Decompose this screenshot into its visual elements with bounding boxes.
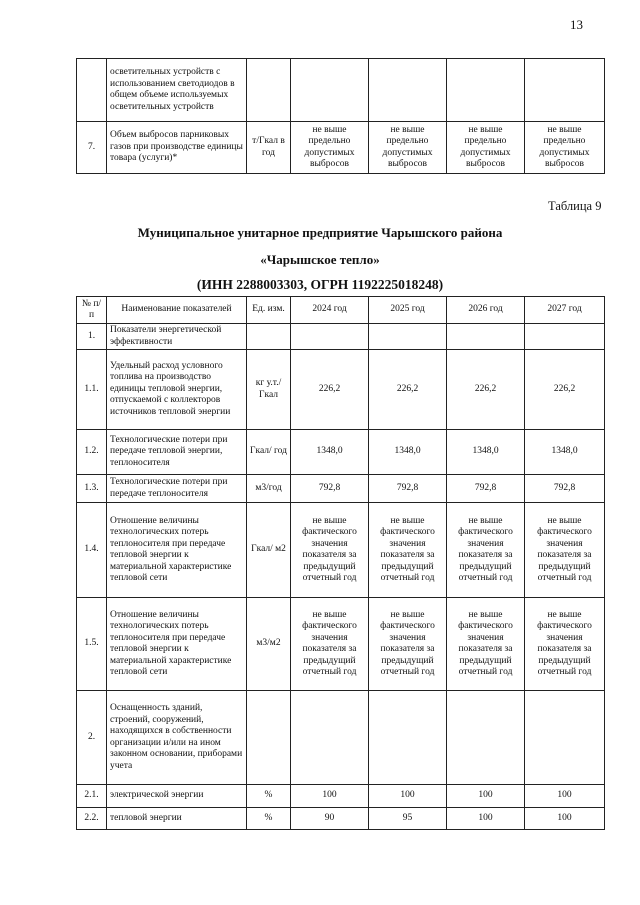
org-heading-line1: Муниципальное унитарное предприятие Чарышского района xyxy=(137,225,503,240)
row-name: Удельный расход условного топлива на производство единицы тепловой энергии, отпускаемой с коллекторов источников тепловой энергии xyxy=(107,350,247,430)
table-row xyxy=(77,475,605,503)
row-2027: 226,2 xyxy=(525,350,605,430)
table-continuation xyxy=(76,58,605,174)
table-header-row xyxy=(77,297,605,324)
row-2024 xyxy=(291,691,369,785)
row-num: 1.4. xyxy=(77,503,107,598)
row-num: 1.3. xyxy=(77,475,107,503)
header-num: № п/п xyxy=(77,297,107,324)
row-num: 1. xyxy=(77,324,107,350)
row-2025: 95 xyxy=(369,808,447,830)
row-2024: 90 xyxy=(291,808,369,830)
row-2024 xyxy=(291,59,369,122)
header-unit: Ед. изм. xyxy=(247,297,291,324)
row-2025: не выше фактического значения показателя за предыдущий отчетный год xyxy=(369,598,447,691)
row-2026: не выше фактического значения показателя за предыдущий отчетный год xyxy=(447,503,525,598)
row-name: осветительных устройств с использованием светодиодов в общем объеме используемых осветительных устройств xyxy=(107,59,247,122)
row-name: Отношение величины технологических потерь теплоносителя при передаче тепловой энергии к материальной характеристике тепловой сети xyxy=(107,598,247,691)
org-heading-line3: (ИНН 2288003303, ОГРН 1192225018248) xyxy=(196,277,444,292)
row-2024 xyxy=(291,324,369,350)
row-2027: 792,8 xyxy=(525,475,605,503)
table-row xyxy=(77,430,605,475)
row-2026: 792,8 xyxy=(447,475,525,503)
row-2026: 226,2 xyxy=(447,350,525,430)
row-unit: % xyxy=(247,808,291,830)
row-2025: не выше предельно допустимых выбросов xyxy=(369,122,447,174)
row-2027 xyxy=(525,324,605,350)
row-num: 2.2. xyxy=(77,808,107,830)
row-num: 2.1. xyxy=(77,785,107,808)
page-number: 13 xyxy=(570,17,583,32)
table-caption: Таблица 9 xyxy=(548,199,602,213)
row-2024: не выше предельно допустимых выбросов xyxy=(291,122,369,174)
row-num: 2. xyxy=(77,691,107,785)
row-2027 xyxy=(525,59,605,122)
row-unit xyxy=(247,59,291,122)
table-row xyxy=(77,350,605,430)
row-unit: м3/м2 xyxy=(247,598,291,691)
row-2027: 1348,0 xyxy=(525,430,605,475)
header-2027: 2027 год xyxy=(525,297,605,324)
row-name: Объем выбросов парниковых газов при производстве единицы товара (услуги)* xyxy=(107,122,247,174)
table-row xyxy=(77,691,605,785)
row-name: электрической энергии xyxy=(107,785,247,808)
header-2025: 2025 год xyxy=(369,297,447,324)
row-2024: 100 xyxy=(291,785,369,808)
row-2026 xyxy=(447,59,525,122)
row-unit: Гкал/ м2 xyxy=(247,503,291,598)
row-2025: 1348,0 xyxy=(369,430,447,475)
row-2026: 100 xyxy=(447,808,525,830)
table-row xyxy=(77,785,605,808)
row-2025 xyxy=(369,691,447,785)
header-2024: 2024 год xyxy=(291,297,369,324)
row-unit: Гкал/ год xyxy=(247,430,291,475)
org-heading-line2: «Чарышское тепло» xyxy=(260,252,380,267)
row-name: Технологические потери при передаче тепловой энергии, теплоносителя xyxy=(107,430,247,475)
row-2024: не выше фактического значения показателя за предыдущий отчетный год xyxy=(291,503,369,598)
row-2025: 226,2 xyxy=(369,350,447,430)
table-row xyxy=(77,122,605,174)
row-2027: 100 xyxy=(525,785,605,808)
row-2024: 226,2 xyxy=(291,350,369,430)
row-unit: т/Гкал в год xyxy=(247,122,291,174)
row-name: тепловой энергии xyxy=(107,808,247,830)
row-2026: не выше фактического значения показателя за предыдущий отчетный год xyxy=(447,598,525,691)
row-unit xyxy=(247,691,291,785)
row-num: 1.5. xyxy=(77,598,107,691)
header-name: Наименование показателей xyxy=(107,297,247,324)
row-2024: 792,8 xyxy=(291,475,369,503)
row-unit xyxy=(247,324,291,350)
row-name: Оснащенность зданий, строений, сооружений, находящихся в собственности организации и/или на ином законном основании, приборами учета xyxy=(107,691,247,785)
row-2027: не выше предельно допустимых выбросов xyxy=(525,122,605,174)
row-2026: 100 xyxy=(447,785,525,808)
row-num: 1.2. xyxy=(77,430,107,475)
row-2025 xyxy=(369,59,447,122)
row-2025: 792,8 xyxy=(369,475,447,503)
row-2025 xyxy=(369,324,447,350)
row-num: 1.1. xyxy=(77,350,107,430)
row-num: 7. xyxy=(77,122,107,174)
row-2024: не выше фактического значения показателя за предыдущий отчетный год xyxy=(291,598,369,691)
row-2025: не выше фактического значения показателя за предыдущий отчетный год xyxy=(369,503,447,598)
row-name: Показатели энергетической эффективности xyxy=(107,324,247,350)
table-row xyxy=(77,324,605,350)
header-2026: 2026 год xyxy=(447,297,525,324)
row-2027 xyxy=(525,691,605,785)
row-2024: 1348,0 xyxy=(291,430,369,475)
table-row xyxy=(77,808,605,830)
row-2025: 100 xyxy=(369,785,447,808)
row-2026: не выше предельно допустимых выбросов xyxy=(447,122,525,174)
row-unit: % xyxy=(247,785,291,808)
indicators-table xyxy=(76,296,605,830)
table-row xyxy=(77,59,605,122)
row-unit: м3/год xyxy=(247,475,291,503)
table-row xyxy=(77,598,605,691)
row-name: Отношение величины технологических потерь теплоносителя при передаче тепловой энергии к материальной характеристике тепловой сети xyxy=(107,503,247,598)
row-name: Технологические потери при передаче теплоносителя xyxy=(107,475,247,503)
table-row xyxy=(77,503,605,598)
row-2027: не выше фактического значения показателя за предыдущий отчетный год xyxy=(525,503,605,598)
row-2027: не выше фактического значения показателя за предыдущий отчетный год xyxy=(525,598,605,691)
row-2026: 1348,0 xyxy=(447,430,525,475)
row-2026 xyxy=(447,691,525,785)
row-2027: 100 xyxy=(525,808,605,830)
row-num xyxy=(77,59,107,122)
row-unit: кг у.т./ Гкал xyxy=(247,350,291,430)
row-2026 xyxy=(447,324,525,350)
